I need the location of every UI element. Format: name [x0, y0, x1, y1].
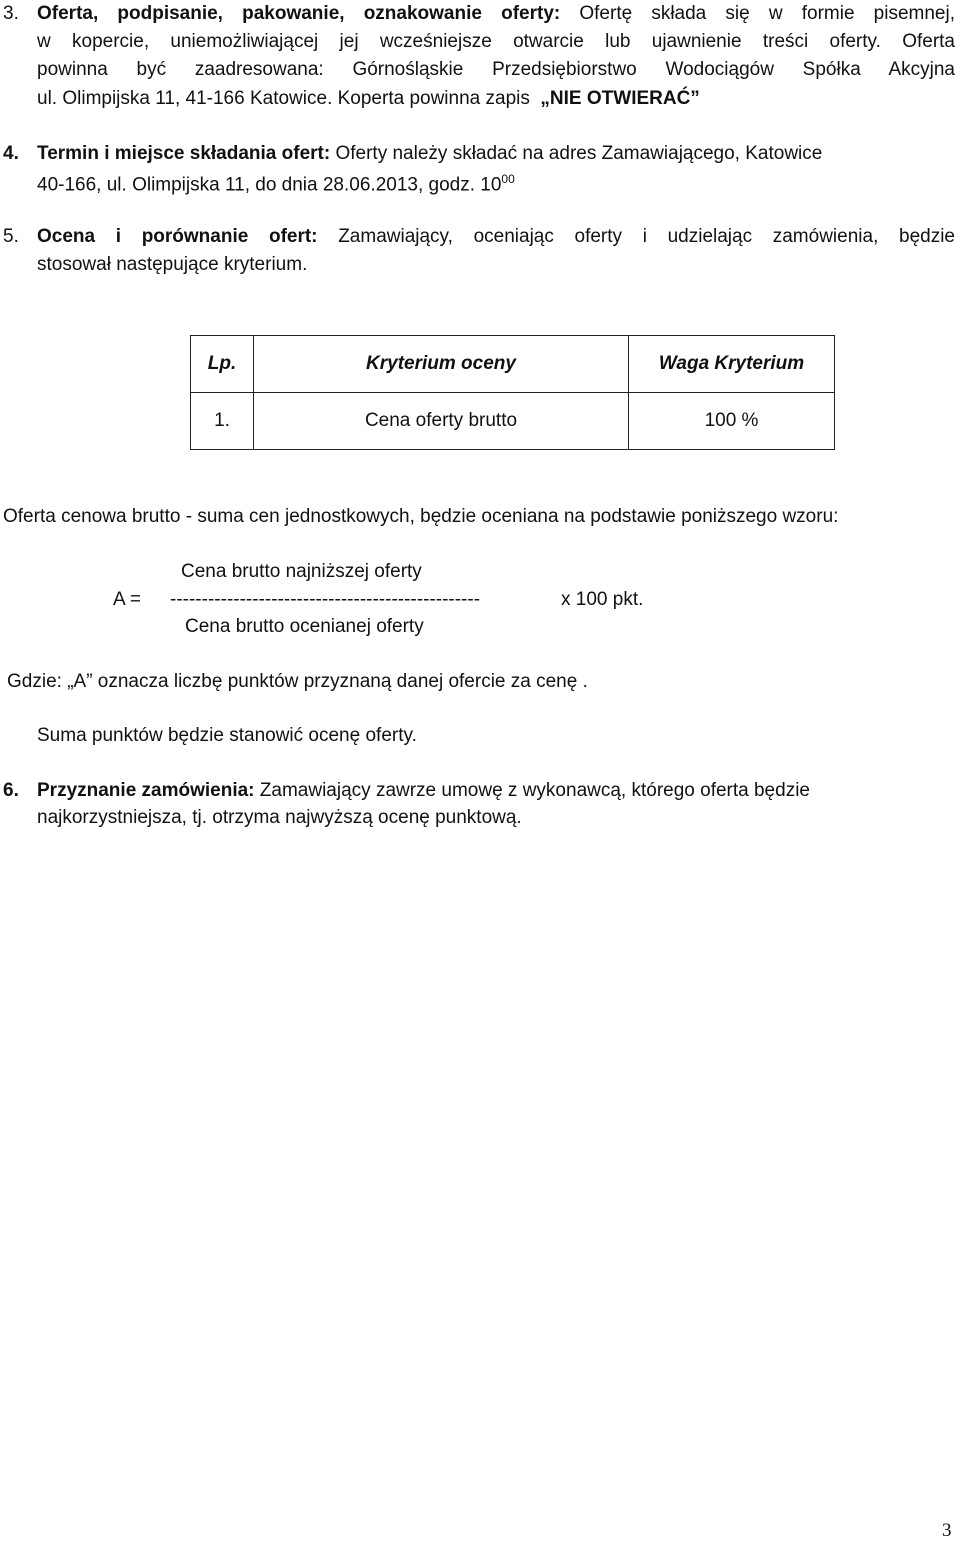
section-6-number: 6.: [3, 780, 19, 801]
section-4-line-2: [37, 172, 515, 196]
formula-multiplier: x 100 pkt.: [561, 589, 644, 610]
section-3-line-2: w kopercie, uniemożliwiającej jej wcześniejsze otwarcie lub ujawnienie treści oferty. Oferta: [37, 31, 955, 52]
section-5-line-1: [37, 226, 955, 248]
formula-fraction-line: -------------------------------------------------: [170, 589, 481, 610]
table-row: [191, 393, 835, 450]
score-sum-note: Suma punktów będzie stanowić ocenę oferty.: [37, 725, 417, 746]
section-3-line-3: powinna być zaadresowana: Górnośląskie Przedsiębiorstwo Wodociągów Spółka Akcyjna: [37, 59, 955, 80]
section-4-number: 4.: [3, 143, 19, 164]
section-3-line-4: [37, 88, 700, 110]
section-4-line-1: [37, 143, 822, 165]
section-5-title: Ocena i porównanie ofert:: [37, 226, 318, 247]
section-5-line-1-text: Zamawiający, oceniając oferty i udzielając zamówienia, będzie: [338, 226, 955, 247]
section-3-line-4-text: ul. Olimpijska 11, 41-166 Katowice. Koperta powinna zapis: [37, 88, 530, 109]
formula-intro: Oferta cenowa brutto - suma cen jednostkowych, będzie oceniana na podstawie poniższego wzoru:: [3, 506, 839, 527]
header-lp: Lp.: [191, 336, 254, 393]
cell-criterion: Cena oferty brutto: [254, 393, 629, 450]
section-3-line-1-text: Ofertę składa się w formie pisemnej,: [579, 3, 955, 24]
section-5-number: 5.: [3, 226, 19, 247]
formula-lhs: A =: [113, 589, 141, 610]
page-number: 3: [942, 1520, 952, 1541]
formula-legend: Gdzie: „A” oznacza liczbę punktów przyznaną danej ofercie za cenę .: [7, 671, 588, 692]
section-3-title: Oferta, podpisanie, pakowanie, oznakowanie oferty:: [37, 3, 561, 24]
header-weight: Waga Kryterium: [629, 336, 835, 393]
cell-lp: 1.: [191, 393, 254, 450]
criteria-table: [190, 335, 835, 450]
formula-denominator: Cena brutto ocenianej oferty: [185, 616, 424, 637]
section-6-line-1-text: Zamawiający zawrze umowę z wykonawcą, którego oferta będzie: [259, 780, 810, 801]
header-criterion: Kryterium oceny: [254, 336, 629, 393]
section-5-line-2: stosował następujące kryterium.: [37, 254, 308, 275]
section-3-number: 3.: [3, 3, 19, 24]
cell-weight: 100 %: [629, 393, 835, 450]
criteria-table-header-row: [191, 336, 835, 393]
section-4-time-superscript: 00: [501, 172, 515, 186]
section-4-line-2-text: 40-166, ul. Olimpijska 11, do dnia 28.06.2013, godz. 10: [37, 174, 502, 196]
section-6-line-2: najkorzystniejsza, tj. otrzyma najwyższą ocenę punktową.: [37, 807, 522, 828]
formula-numerator: Cena brutto najniższej oferty: [181, 561, 422, 582]
section-4-line-1-text: Oferty należy składać na adres Zamawiającego, Katowice: [335, 143, 823, 164]
section-3-envelope-marking: „NIE OTWIERAĆ”: [540, 88, 700, 109]
section-3-line-1: [37, 3, 955, 25]
section-4-title: Termin i miejsce składania ofert:: [37, 143, 331, 164]
section-6-line-1: [37, 780, 810, 802]
section-6-title: Przyznanie zamówienia:: [37, 780, 255, 801]
